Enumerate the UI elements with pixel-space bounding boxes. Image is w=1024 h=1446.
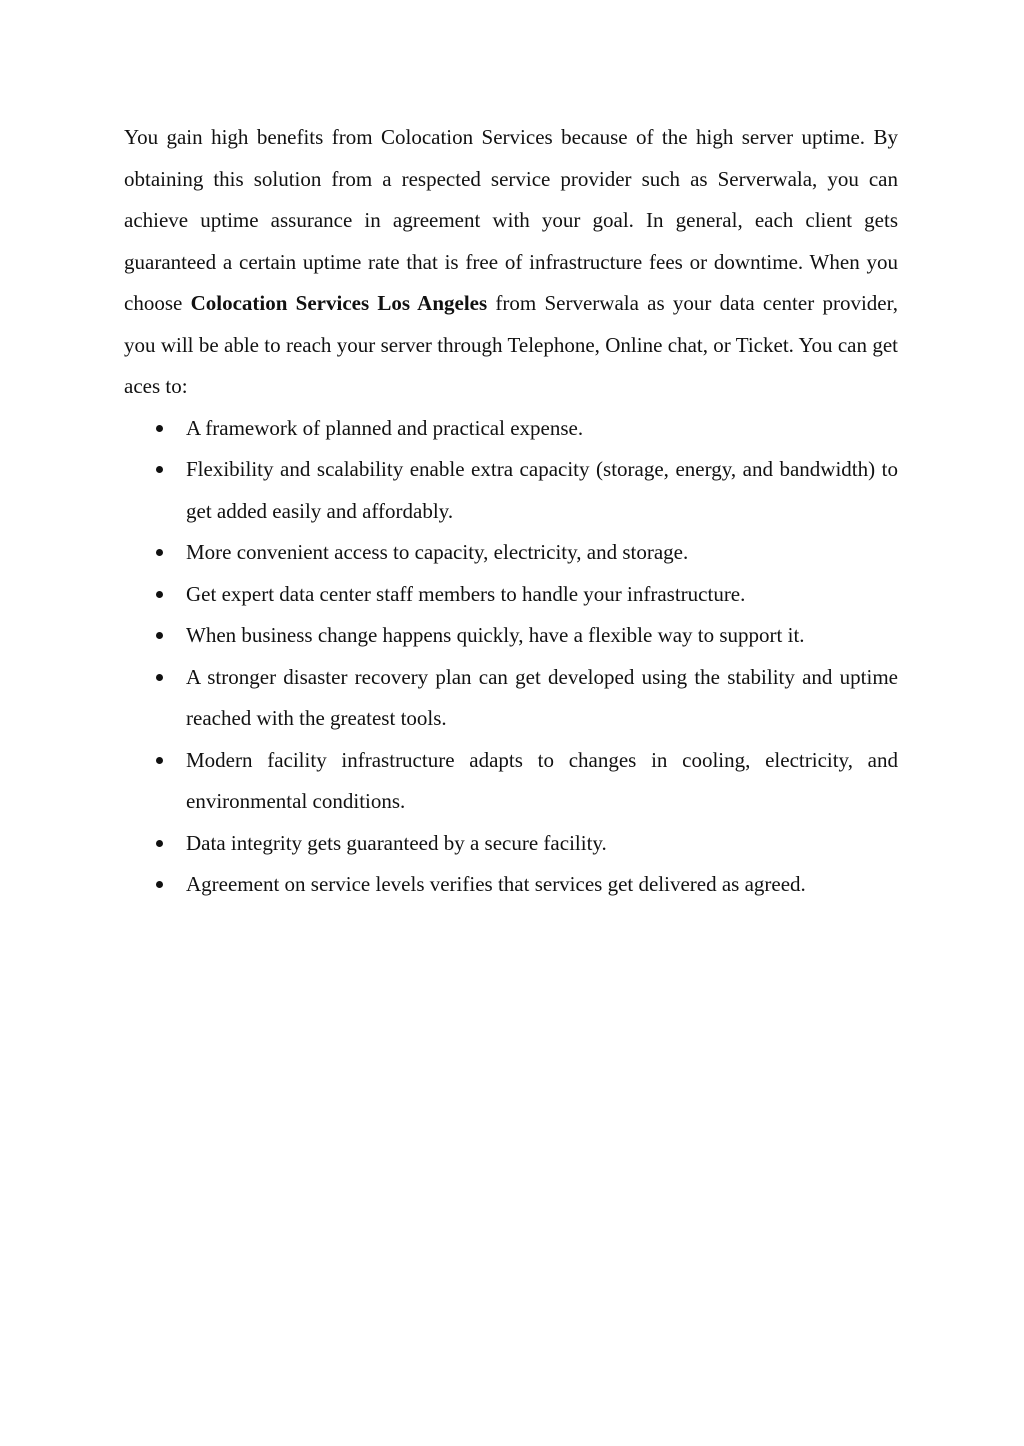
bullet-icon — [156, 591, 163, 598]
bullet-icon — [156, 840, 163, 847]
list-item — [124, 532, 898, 574]
list-item — [124, 823, 898, 865]
intro-paragraph — [124, 117, 898, 408]
bullet-icon — [156, 632, 163, 639]
list-item — [124, 615, 898, 657]
list-item-text: A framework of planned and practical expense. — [186, 415, 584, 440]
list-item-text: Get expert data center staff members to handle your infrastructure. — [186, 581, 746, 606]
list-item — [124, 449, 898, 532]
document-body — [124, 117, 898, 906]
list-item — [124, 657, 898, 740]
list-item — [124, 408, 898, 450]
list-item-text: When business change happens quickly, have a flexible way to support it. — [186, 623, 805, 647]
bullet-icon — [156, 425, 163, 432]
bullet-icon — [156, 881, 163, 888]
list-item-text: Data integrity gets guaranteed by a secure facility. — [186, 830, 607, 855]
list-item-text: Agreement on service levels verifies that services get delivered as agreed. — [186, 872, 806, 896]
list-item — [124, 864, 898, 906]
list-item-text: Modern facility infrastructure adapts to changes in cooling, electricity, and environmental conditions. — [186, 747, 898, 813]
bullet-icon — [156, 549, 163, 556]
bullet-icon — [156, 674, 163, 681]
list-item — [124, 740, 898, 823]
intro-text-part1: You gain high benefits from Colocation Services because of the high server uptime. By obtaining this solution from a respected service provider such as Serverwala, you can achieve uptime assurance in agreement with your goal. In general, each client gets guaranteed a certain uptime rate that is free of infrastructure fees or downtime. When you choose — [124, 125, 898, 315]
intro-text-part2: from Serverwala as your data center provider, you will be able to reach your server through Telephone, Online chat, or Ticket. You can get aces to: — [124, 291, 898, 398]
list-item-text: A stronger disaster recovery plan can get developed using the stability and uptime reached with the greatest tools. — [186, 664, 898, 730]
list-item-text: More convenient access to capacity, electricity, and storage. — [186, 540, 689, 564]
bullet-icon — [156, 466, 163, 473]
bullet-icon — [156, 757, 163, 764]
intro-bold-keyword: Colocation Services Los Angeles — [190, 291, 488, 315]
list-item — [124, 574, 898, 616]
benefits-list — [124, 408, 898, 906]
list-item-text: Flexibility and scalability enable extra capacity (storage, energy, and bandwidth) to get added easily and affordably. — [186, 457, 898, 523]
